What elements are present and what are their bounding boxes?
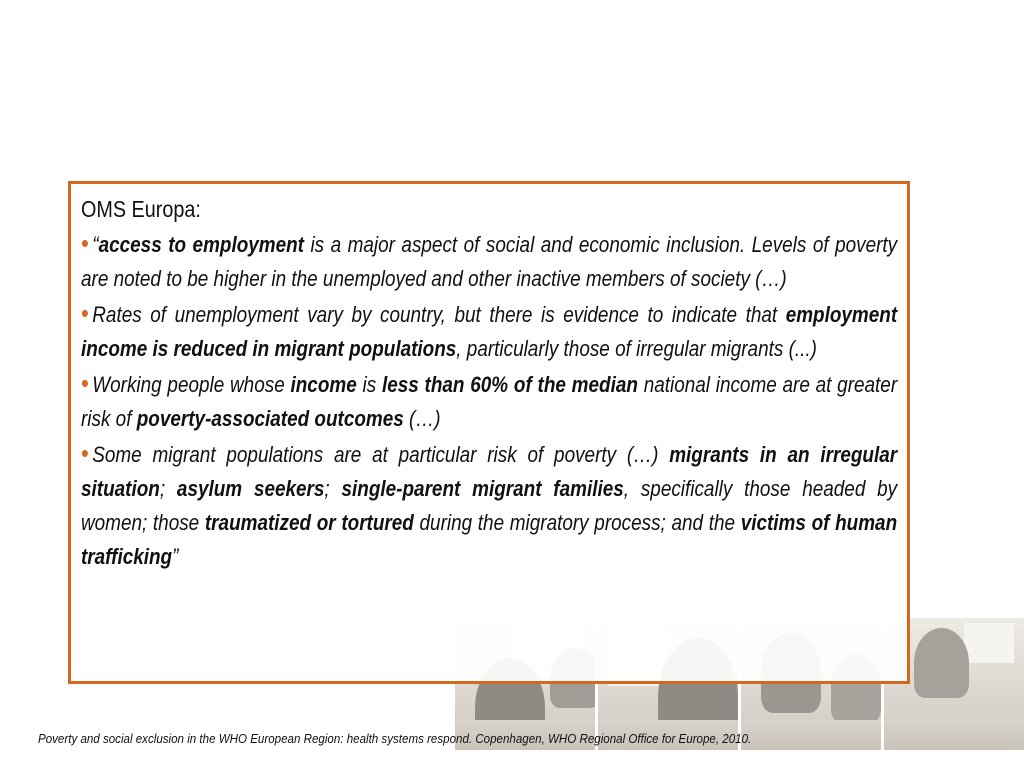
source-citation: Poverty and social exclusion in the WHO European Region: health systems respond. Copenhagen, WHO Regional Office for Europe, 2010. (38, 731, 752, 746)
slide-heading: OMS Europa: (81, 196, 201, 222)
emphasis-text: migrants in an irregular situation (81, 442, 898, 501)
emphasis-text: employment income is reduced in migrant populations (81, 302, 898, 361)
bullet-item (81, 436, 897, 574)
bullet-item (81, 296, 897, 366)
bullet-text: “ (92, 232, 99, 257)
emphasis-text: access to employment (98, 232, 304, 257)
emphasis-text: poverty-associated outcomes (136, 406, 404, 431)
bullet-text: ; (324, 476, 342, 501)
emphasis-text: traumatized or tortured (204, 510, 414, 535)
bullet-text: Working people whose (92, 372, 291, 397)
emphasis-text: single-parent migrant families (341, 476, 624, 501)
bullet-text: Rates of unemployment vary by country, but there is evidence to indicate that (92, 302, 786, 327)
emphasis-text: less than 60% of the median (381, 372, 638, 397)
bullet-item (81, 226, 897, 296)
bullet-text: national income are at greater risk of (81, 372, 898, 431)
bullet-text: , specifically those headed by women; those (81, 476, 898, 535)
bullet-text: ; (159, 476, 177, 501)
bullet-dot-icon: • (81, 228, 89, 258)
emphasis-text: victims of human trafficking (81, 510, 898, 569)
bullet-text: is a major aspect of social and economic inclusion. Levels of poverty are noted to be higher in the unemployed and other inactive members of society (…) (81, 232, 898, 291)
bullet-text: during the migratory process; and the (413, 510, 741, 535)
bullet-text: is (356, 372, 382, 397)
emphasis-text: income (290, 372, 357, 397)
bullet-text: Some migrant populations are at particular risk of poverty (…) (92, 442, 670, 467)
bullet-dot-icon: • (81, 438, 89, 468)
bullet-list (81, 226, 897, 574)
emphasis-text: asylum seekers (176, 476, 325, 501)
bullet-dot-icon: • (81, 298, 89, 328)
quote-box (68, 181, 910, 684)
bullet-item (81, 366, 897, 436)
bullet-text: (…) (403, 406, 441, 431)
bullet-dot-icon: • (81, 368, 89, 398)
bullet-text: ” (172, 544, 179, 569)
bullet-text: , particularly those of irregular migrants (...) (456, 336, 817, 361)
